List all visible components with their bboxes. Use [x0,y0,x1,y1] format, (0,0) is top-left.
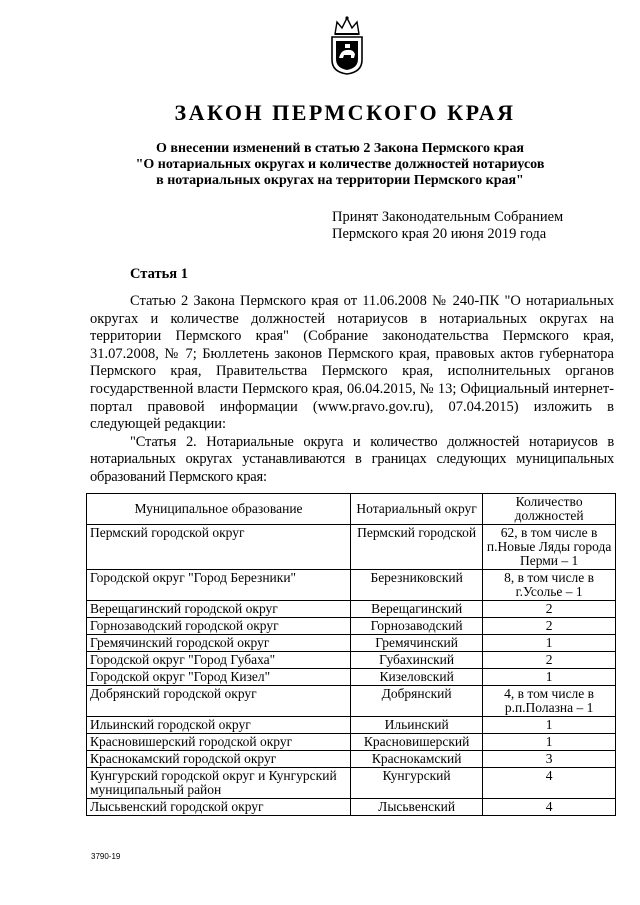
subtitle-line: О внесении изменений в статью 2 Закона Пермского края [156,141,524,156]
cell-municipality: Краснокамский городской округ [87,751,351,768]
cell-district: Добрянский [351,686,483,717]
article-heading: Статья 1 [130,266,188,282]
cell-district: Гремячинский [351,635,483,652]
table-row [87,717,616,734]
cell-district: Пермский городской [351,525,483,570]
municipalities-table [86,493,616,816]
adoption-note [332,209,563,243]
table-row [87,799,616,816]
cell-municipality: Пермский городской округ [87,525,351,570]
cell-municipality: Верещагинский городской округ [87,601,351,618]
cell-district: Краснокамский [351,751,483,768]
adoption-line: Принят Законодательным Собранием [332,209,564,225]
header-count: Количество должностей [483,494,616,525]
cell-district: Березниковский [351,570,483,601]
document-title: ЗАКОН ПЕРМСКОГО КРАЯ [174,100,516,125]
cell-count: 1 [483,669,616,686]
header-municipality: Муниципальное образование [87,494,351,525]
adoption-line: Пермского края 20 июня 2019 года [332,226,547,242]
cell-count: 2 [483,618,616,635]
cell-municipality: Добрянский городской округ [87,686,351,717]
table-row [87,618,616,635]
table-header-row [87,494,616,525]
subtitle-line: "О нотариальных округах и количестве должностей нотариусов [135,157,545,172]
cell-count: 4, в том числе в р.п.Полазна – 1 [483,686,616,717]
cell-municipality: Городской округ "Город Губаха" [87,652,351,669]
cell-municipality: Лысьвенский городской округ [87,799,351,816]
cell-municipality: Кунгурский городской округ и Кунгурский муниципальный район [87,768,351,799]
cell-count: 1 [483,635,616,652]
table-row [87,635,616,652]
cell-district: Кизеловский [351,669,483,686]
table-row [87,751,616,768]
cell-municipality: Гремячинский городской округ [87,635,351,652]
cell-municipality: Городской округ "Город Березники" [87,570,351,601]
table-row [87,686,616,717]
cell-district: Красновишерский [351,734,483,751]
header-district: Нотариальный округ [351,494,483,525]
cell-municipality: Красновишерский городской округ [87,734,351,751]
cell-count: 4 [483,768,616,799]
table-row [87,652,616,669]
cell-district: Горнозаводский [351,618,483,635]
body-paragraph: Статью 2 Закона Пермского края от 11.06.2008 № 240-ПК "О нотариальных округах и количестве должностей нотариусов в нотариальных округах на территории Пермского края" (Собрание законодательства Пермского края, 31.07.2008, № 7; Бюллетень законов Пермского края, правовых актов губернатора Пермского края, Правительства Пермского края, исполнительных органов государственной власти Пермского края, 06.04.2015, № 13; Официальный интернет-портал правовой информации (www.pravo.gov.ru), 07.04.2015) изложить в следующей редакции: [90,293,614,433]
cell-count: 1 [483,734,616,751]
law-subtitle [90,141,590,189]
cell-district: Лысьвенский [351,799,483,816]
table-row [87,669,616,686]
cell-municipality: Горнозаводский городской округ [87,618,351,635]
cell-count: 8, в том числе в г.Усолье – 1 [483,570,616,601]
cell-count: 4 [483,799,616,816]
cell-district: Губахинский [351,652,483,669]
subtitle-line: в нотариальных округах на территории Пермского края" [156,173,524,188]
cell-count: 3 [483,751,616,768]
table-row [87,570,616,601]
table-row [87,525,616,570]
cell-count: 62, в том числе в п.Новые Ляды города Перми – 1 [483,525,616,570]
cell-district: Верещагинский [351,601,483,618]
cell-municipality: Ильинский городской округ [87,717,351,734]
table-row [87,768,616,799]
cell-count: 2 [483,652,616,669]
footer-code: 3790-19 [91,852,121,861]
body-paragraph: "Статья 2. Нотариальные округа и количество должностей нотариусов в нотариальных округах устанавливаются в границах следующих муниципальных образований Пермского края: [90,433,614,485]
cell-district: Ильинский [351,717,483,734]
cell-municipality: Городской округ "Город Кизел" [87,669,351,686]
cell-count: 2 [483,601,616,618]
coat-of-arms-icon [327,14,367,76]
article-body [90,293,614,487]
table-row [87,734,616,751]
table-row [87,601,616,618]
cell-district: Кунгурский [351,768,483,799]
cell-count: 1 [483,717,616,734]
